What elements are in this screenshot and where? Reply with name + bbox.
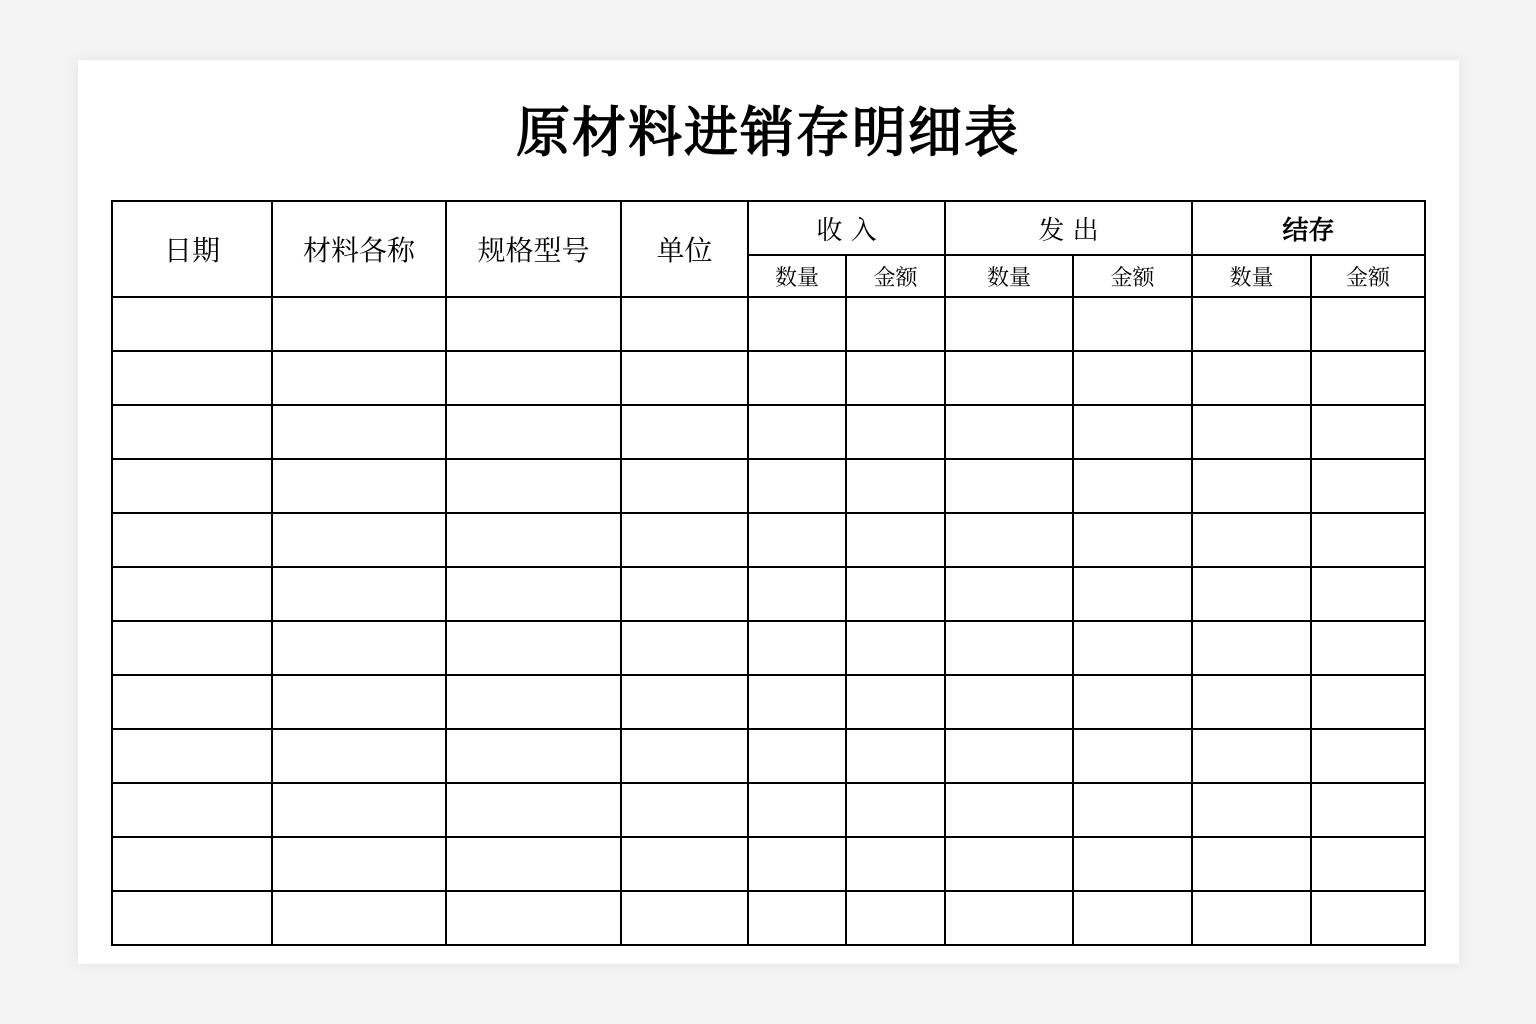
header-unit: 单位	[621, 201, 748, 297]
cell-date[interactable]	[112, 297, 272, 351]
cell-issued-qty[interactable]	[945, 621, 1073, 675]
cell-material-name[interactable]	[272, 459, 446, 513]
cell-material-name[interactable]	[272, 675, 446, 729]
cell-received-qty[interactable]	[748, 513, 846, 567]
cell-received-amount[interactable]	[846, 729, 945, 783]
cell-unit[interactable]	[621, 783, 748, 837]
cell-balance-amount[interactable]	[1311, 405, 1425, 459]
cell-unit[interactable]	[621, 729, 748, 783]
header-spec-model: 规格型号	[446, 201, 621, 297]
cell-balance-qty[interactable]	[1192, 837, 1311, 891]
table-row	[112, 891, 1425, 945]
cell-unit[interactable]	[621, 891, 748, 945]
cell-material-name[interactable]	[272, 621, 446, 675]
cell-issued-qty[interactable]	[945, 837, 1073, 891]
cell-received-qty[interactable]	[748, 297, 846, 351]
cell-received-qty[interactable]	[748, 621, 846, 675]
table-row	[112, 783, 1425, 837]
cell-received-qty[interactable]	[748, 837, 846, 891]
cell-date[interactable]	[112, 783, 272, 837]
cell-balance-qty[interactable]	[1192, 567, 1311, 621]
cell-received-amount[interactable]	[846, 351, 945, 405]
cell-issued-amount[interactable]	[1073, 567, 1192, 621]
header-issued: 发 出	[945, 201, 1192, 255]
cell-balance-qty[interactable]	[1192, 297, 1311, 351]
cell-date[interactable]	[112, 837, 272, 891]
cell-issued-amount[interactable]	[1073, 837, 1192, 891]
cell-unit[interactable]	[621, 513, 748, 567]
cell-issued-qty[interactable]	[945, 567, 1073, 621]
cell-received-qty[interactable]	[748, 405, 846, 459]
cell-unit[interactable]	[621, 405, 748, 459]
header-row-main	[112, 201, 1425, 255]
table-row	[112, 567, 1425, 621]
cell-date[interactable]	[112, 567, 272, 621]
cell-spec-model[interactable]	[446, 297, 621, 351]
table-body	[112, 297, 1425, 945]
cell-balance-qty[interactable]	[1192, 729, 1311, 783]
cell-received-qty[interactable]	[748, 729, 846, 783]
subheader-received-qty: 数量	[748, 255, 846, 297]
cell-spec-model[interactable]	[446, 405, 621, 459]
cell-issued-qty[interactable]	[945, 513, 1073, 567]
cell-balance-amount[interactable]	[1311, 891, 1425, 945]
cell-spec-model[interactable]	[446, 783, 621, 837]
header-material-name: 材料各称	[272, 201, 446, 297]
header-balance: 结存	[1192, 201, 1425, 255]
cell-date[interactable]	[112, 891, 272, 945]
cell-received-qty[interactable]	[748, 459, 846, 513]
cell-issued-amount[interactable]	[1073, 783, 1192, 837]
cell-date[interactable]	[112, 729, 272, 783]
cell-unit[interactable]	[621, 567, 748, 621]
cell-issued-qty[interactable]	[945, 729, 1073, 783]
header-date: 日期	[112, 201, 272, 297]
cell-received-amount[interactable]	[846, 675, 945, 729]
cell-balance-amount[interactable]	[1311, 351, 1425, 405]
cell-material-name[interactable]	[272, 837, 446, 891]
cell-issued-qty[interactable]	[945, 783, 1073, 837]
cell-issued-qty[interactable]	[945, 891, 1073, 945]
table-row	[112, 459, 1425, 513]
cell-received-amount[interactable]	[846, 459, 945, 513]
cell-material-name[interactable]	[272, 405, 446, 459]
cell-issued-amount[interactable]	[1073, 675, 1192, 729]
cell-issued-amount[interactable]	[1073, 621, 1192, 675]
cell-balance-amount[interactable]	[1311, 513, 1425, 567]
cell-spec-model[interactable]	[446, 351, 621, 405]
cell-date[interactable]	[112, 351, 272, 405]
cell-issued-qty[interactable]	[945, 459, 1073, 513]
table-header	[112, 201, 1425, 297]
subheader-received-amount: 金额	[846, 255, 945, 297]
cell-unit[interactable]	[621, 459, 748, 513]
cell-balance-qty[interactable]	[1192, 783, 1311, 837]
document-title: 原材料进销存明细表	[516, 101, 1020, 164]
table-row	[112, 675, 1425, 729]
cell-received-qty[interactable]	[748, 351, 846, 405]
cell-balance-amount[interactable]	[1311, 729, 1425, 783]
cell-issued-amount[interactable]	[1073, 513, 1192, 567]
cell-unit[interactable]	[621, 675, 748, 729]
subheader-issued-amount: 金额	[1073, 255, 1192, 297]
cell-received-amount[interactable]	[846, 891, 945, 945]
cell-issued-qty[interactable]	[945, 405, 1073, 459]
table-row	[112, 837, 1425, 891]
cell-material-name[interactable]	[272, 297, 446, 351]
cell-balance-amount[interactable]	[1311, 837, 1425, 891]
cell-balance-amount[interactable]	[1311, 297, 1425, 351]
subheader-balance-amount: 金额	[1311, 255, 1425, 297]
cell-material-name[interactable]	[272, 513, 446, 567]
cell-issued-amount[interactable]	[1073, 297, 1192, 351]
cell-spec-model[interactable]	[446, 513, 621, 567]
cell-balance-amount[interactable]	[1311, 675, 1425, 729]
table-row	[112, 351, 1425, 405]
cell-received-qty[interactable]	[748, 783, 846, 837]
cell-issued-amount[interactable]	[1073, 351, 1192, 405]
cell-issued-amount[interactable]	[1073, 459, 1192, 513]
cell-balance-amount[interactable]	[1311, 459, 1425, 513]
cell-material-name[interactable]	[272, 729, 446, 783]
cell-balance-qty[interactable]	[1192, 891, 1311, 945]
table-row	[112, 621, 1425, 675]
cell-received-qty[interactable]	[748, 891, 846, 945]
cell-balance-amount[interactable]	[1311, 567, 1425, 621]
cell-date[interactable]	[112, 405, 272, 459]
cell-issued-amount[interactable]	[1073, 405, 1192, 459]
cell-received-amount[interactable]	[846, 297, 945, 351]
cell-received-amount[interactable]	[846, 621, 945, 675]
cell-balance-amount[interactable]	[1311, 621, 1425, 675]
cell-material-name[interactable]	[272, 567, 446, 621]
cell-balance-qty[interactable]	[1192, 675, 1311, 729]
cell-received-qty[interactable]	[748, 567, 846, 621]
cell-material-name[interactable]	[272, 783, 446, 837]
cell-material-name[interactable]	[272, 891, 446, 945]
cell-issued-qty[interactable]	[945, 297, 1073, 351]
cell-unit[interactable]	[621, 837, 748, 891]
cell-spec-model[interactable]	[446, 729, 621, 783]
cell-received-amount[interactable]	[846, 405, 945, 459]
cell-balance-qty[interactable]	[1192, 621, 1311, 675]
cell-received-qty[interactable]	[748, 675, 846, 729]
cell-spec-model[interactable]	[446, 459, 621, 513]
cell-issued-qty[interactable]	[945, 351, 1073, 405]
cell-spec-model[interactable]	[446, 675, 621, 729]
cell-balance-amount[interactable]	[1311, 783, 1425, 837]
cell-received-amount[interactable]	[846, 837, 945, 891]
table-row	[112, 513, 1425, 567]
subheader-balance-qty: 数量	[1192, 255, 1311, 297]
cell-issued-qty[interactable]	[945, 675, 1073, 729]
cell-date[interactable]	[112, 621, 272, 675]
cell-unit[interactable]	[621, 351, 748, 405]
cell-received-amount[interactable]	[846, 513, 945, 567]
cell-balance-qty[interactable]	[1192, 351, 1311, 405]
cell-issued-amount[interactable]	[1073, 729, 1192, 783]
cell-date[interactable]	[112, 513, 272, 567]
cell-date[interactable]	[112, 459, 272, 513]
cell-spec-model[interactable]	[446, 621, 621, 675]
cell-spec-model[interactable]	[446, 567, 621, 621]
table-row	[112, 297, 1425, 351]
cell-received-amount[interactable]	[846, 567, 945, 621]
cell-unit[interactable]	[621, 297, 748, 351]
cell-material-name[interactable]	[272, 351, 446, 405]
subheader-issued-qty: 数量	[945, 255, 1073, 297]
cell-date[interactable]	[112, 675, 272, 729]
header-received: 收 入	[748, 201, 945, 255]
cell-spec-model[interactable]	[446, 837, 621, 891]
cell-balance-qty[interactable]	[1192, 513, 1311, 567]
cell-balance-qty[interactable]	[1192, 405, 1311, 459]
cell-balance-qty[interactable]	[1192, 459, 1311, 513]
cell-spec-model[interactable]	[446, 891, 621, 945]
cell-unit[interactable]	[621, 621, 748, 675]
inventory-ledger-table	[111, 200, 1426, 946]
table-row	[112, 729, 1425, 783]
cell-received-amount[interactable]	[846, 783, 945, 837]
cell-issued-amount[interactable]	[1073, 891, 1192, 945]
table-row	[112, 405, 1425, 459]
